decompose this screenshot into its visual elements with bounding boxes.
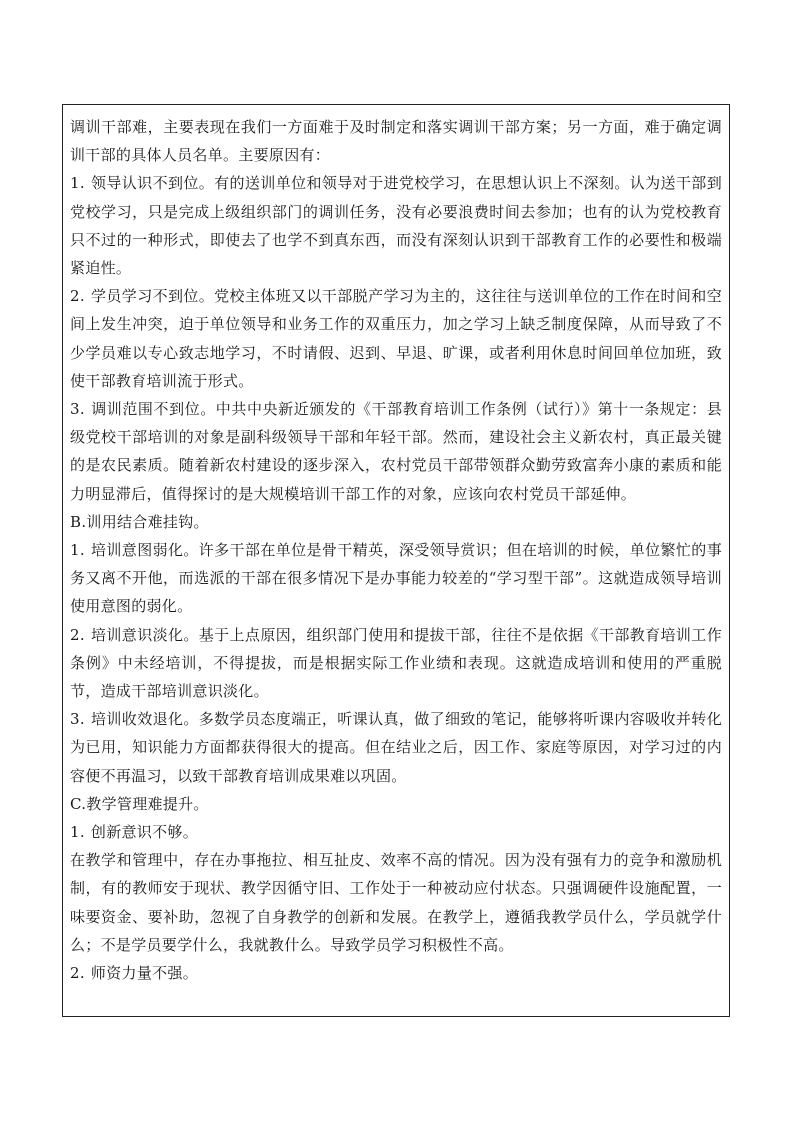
section-heading: B.训用结合难挂钩。: [70, 512, 209, 531]
list-number: 2.: [70, 964, 85, 983]
list-number: 1.: [70, 541, 85, 560]
paragraph-body: 在教学和管理中，存在办事拖拉、相互扯皮、效率不高的情况。因为没有强有力的竞争和激励机制，有的教师安于现状、教学因循守旧、工作处于一种被动应付状态。只强调硬件设施配置，一味要资金、要补助，忽视了自身教学的创新和发展。在教学上，遵循我教学员什么，学员就学什么；不是学员要学什么，我就教什么。导致学员学习积极性不高。: [70, 851, 722, 954]
paragraph-item: 1. 培训意图弱化。许多干部在单位是骨干精英，深受领导赏识；但在培训的时候，单位繁忙的事务又离不开他，而选派的干部在很多情况下是办事能力较差的“学习型干部”。这就造成领导培训使用意图的弱化。: [70, 536, 722, 621]
list-number: 1.: [70, 174, 85, 193]
paragraph-item: 2. 学员学习不到位。党校主体班又以干部脱产学习为主的，这往往与送训单位的工作在时间和空间上发生冲突，迫于单位领导和业务工作的双重压力，加之学习上缺乏制度保障，从而导致了不少学员难以专心致志地学习，不时请假、迟到、早退、旷课，或者利用休息时间回单位加班，致使干部教育培训流于形式。: [70, 282, 722, 395]
paragraph-intro: 调训干部难，主要表现在我们一方面难于及时制定和落实调训干部方案；另一方面，难于确定调训干部的具体人员名单。主要原因有：: [70, 118, 722, 165]
paragraph-item: 3. 培训收效退化。多数学员态度端正，听课认真，做了细致的笔记，能够将听课内容吸收并转化为已用，知识能力方面都获得很大的提高。但在结业之后，因工作、家庭等原因，对学习过的内容便不再温习，以致干部教育培训成果难以巩固。: [70, 705, 722, 790]
document-frame: [62, 104, 730, 1017]
list-number: 2.: [70, 287, 85, 306]
list-number: 3.: [70, 400, 85, 419]
list-number: 2.: [70, 625, 85, 644]
paragraph-item: 1. 创新意识不够。: [70, 818, 722, 846]
paragraph-item: 2. 师资力量不强。: [70, 959, 722, 987]
paragraph-item: 3. 调训范围不到位。中共中央新近颁发的《干部教育培训工作条例（试行）》第十一条规定：县级党校干部培训的对象是副科级领导干部和年轻干部。然而，建设社会主义新农村，真正最关键的是农民素质。随着新农村建设的逐步深入，农村党员干部带领群众勤劳致富奔小康的素质和能力明显滞后，值得探讨的是大规模培训干部工作的对象，应该向农村党员干部延伸。: [70, 395, 722, 508]
section-heading: C.教学管理难提升。: [70, 794, 209, 813]
list-number: 3.: [70, 710, 85, 729]
paragraph-item: 1. 领导认识不到位。有的送训单位和领导对于进党校学习，在思想认识上不深刻。认为送干部到党校学习，只是完成上级组织部门的调训任务，没有必要浪费时间去参加；也有的认为党校教育只不过的一种形式，即使去了也学不到真东西，而没有深刻认识到干部教育工作的必要性和极端紧迫性。: [70, 169, 722, 282]
paragraph-item: 2. 培训意识淡化。基于上点原因，组织部门使用和提拔干部，往往不是依据《干部教育培训工作条例》中未经培训，不得提拔，而是根据实际工作业绩和表现。这就造成培训和使用的严重脱节，造成干部培训意识淡化。: [70, 621, 722, 706]
list-number: 1.: [70, 823, 85, 842]
